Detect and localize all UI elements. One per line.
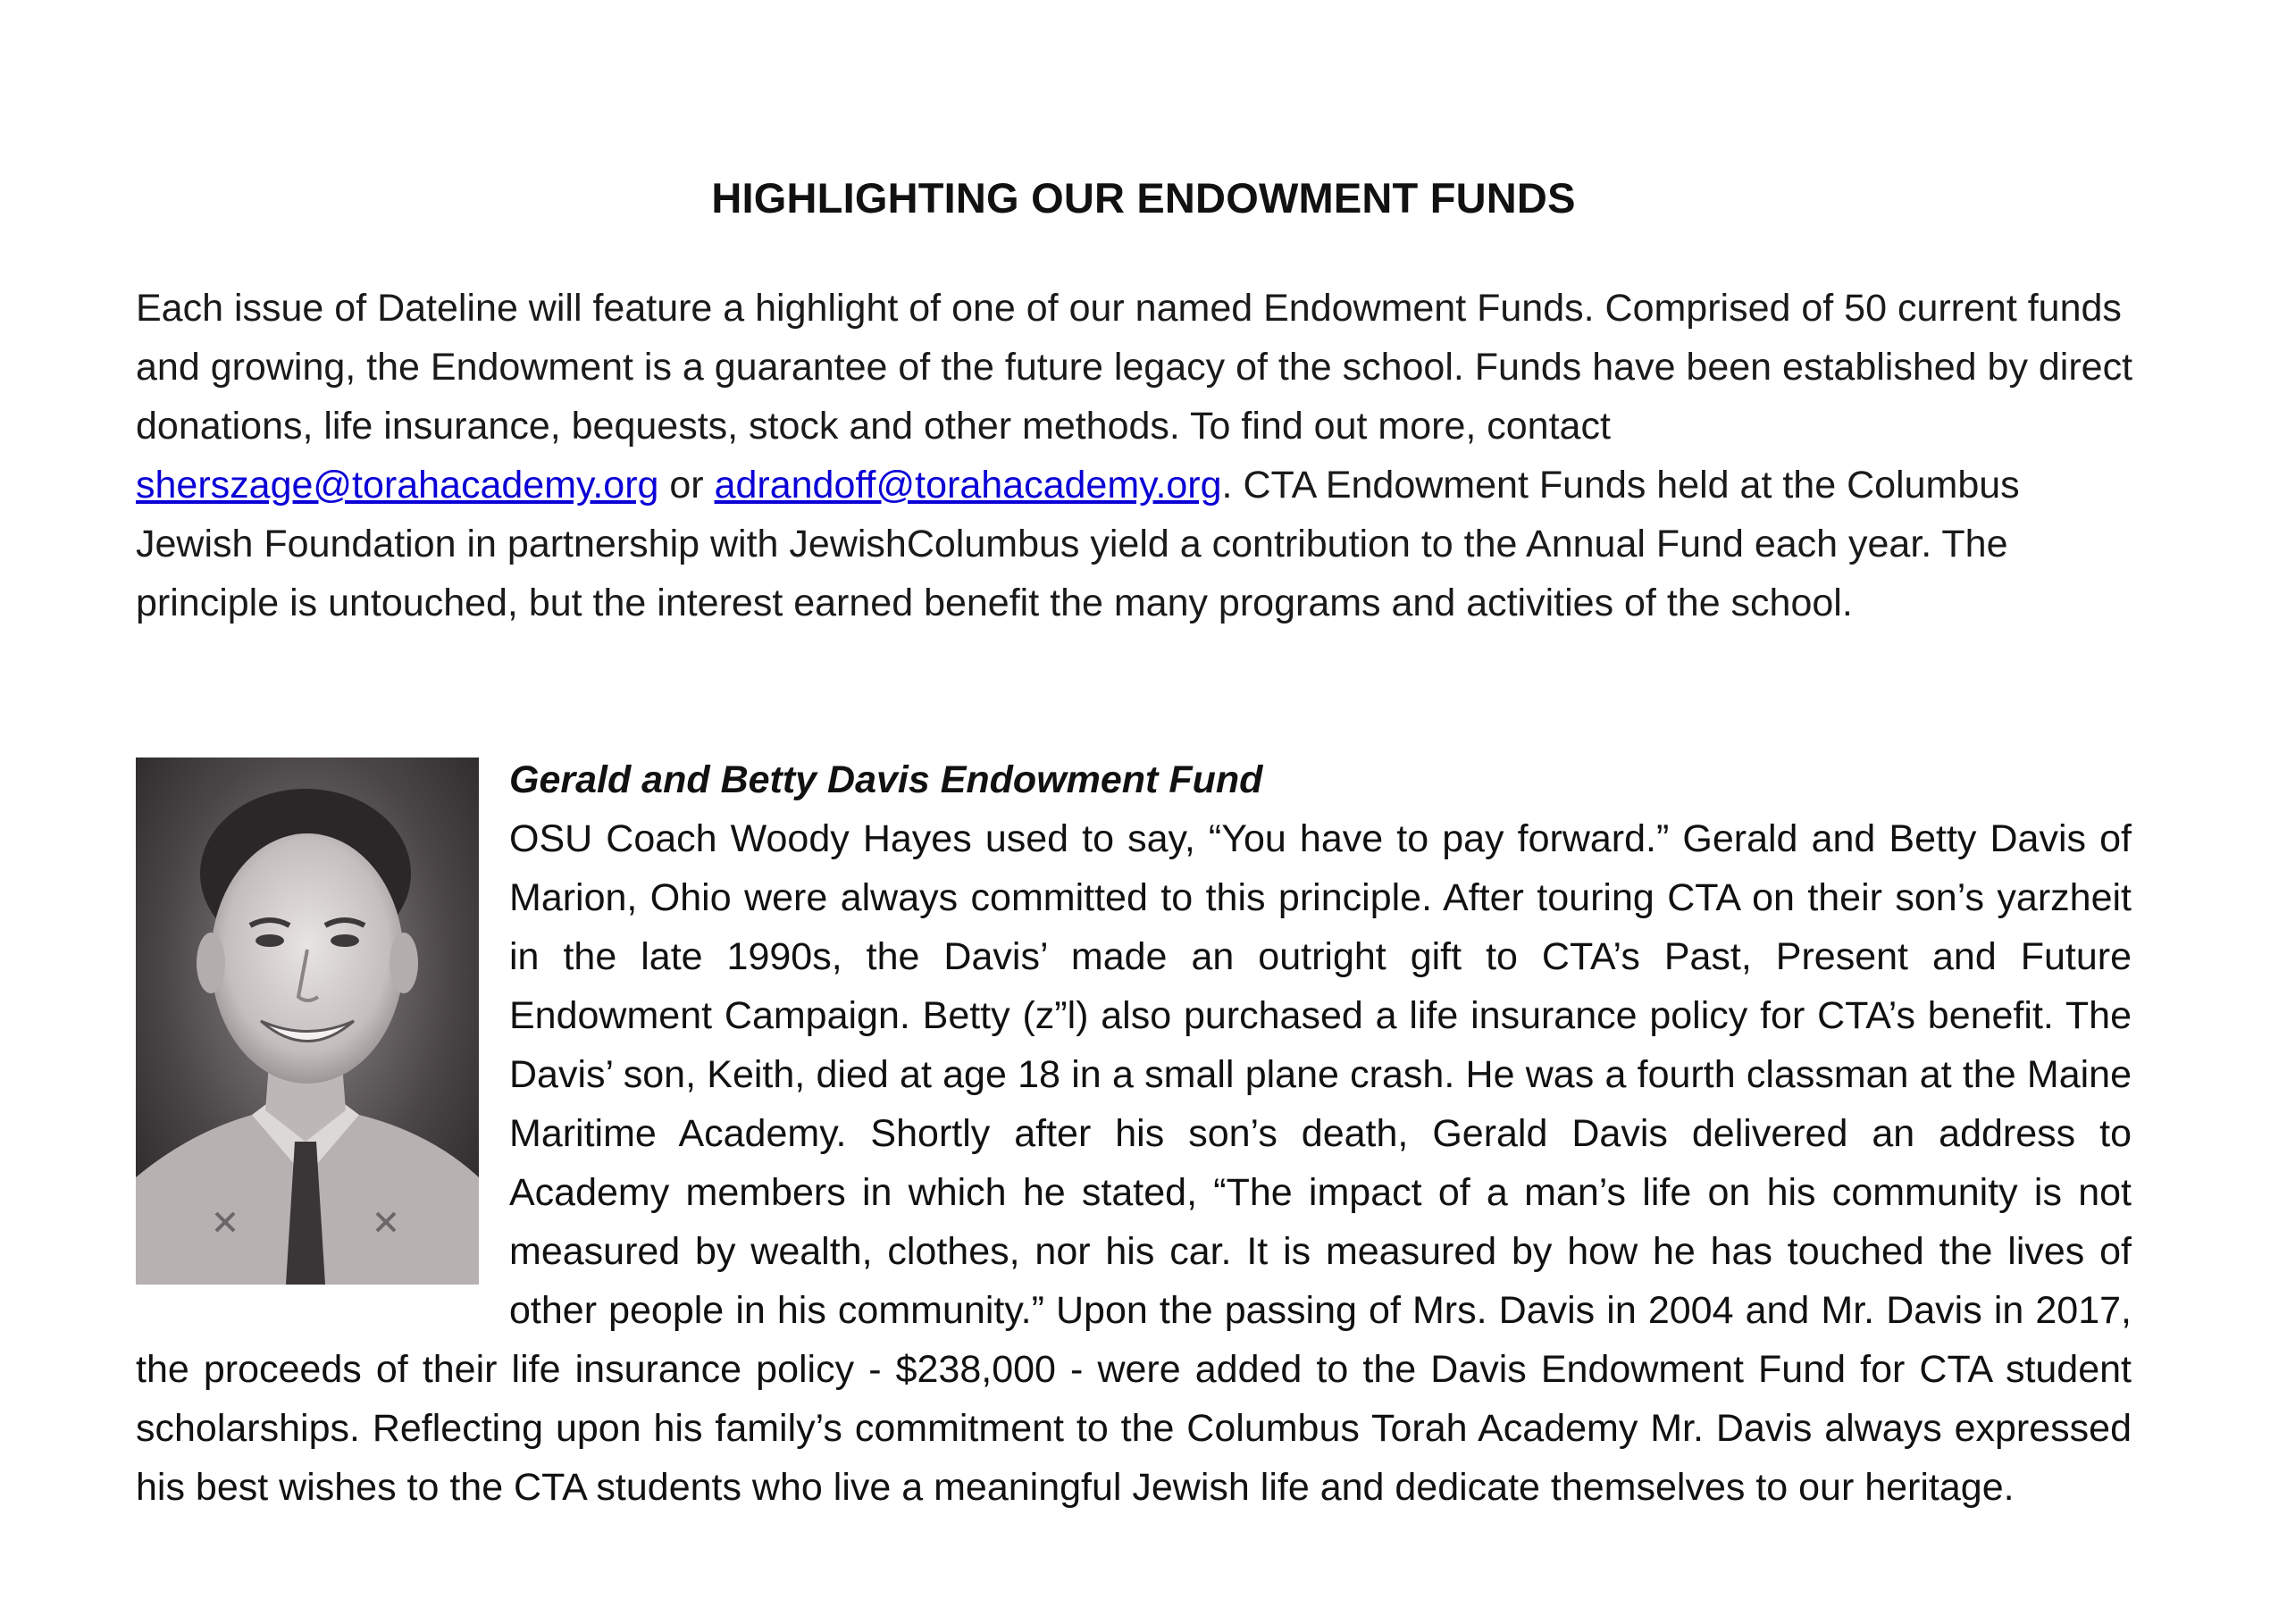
- fund-description: OSU Coach Woody Hayes used to say, “You have to pay forward.” Gerald and Betty Davis of Marion, Ohio were always committed to this principle. After touring CTA on their son’s yarzheit in the late 1990s, the Davis’ made an outright gift to CTA’s Past, Present and Future Endowment Campaign. Betty (z”l) also purchased a life insurance policy for CTA’s benefit. The Davis’ son, Keith, died at age 18 in a small plane crash. He was a fourth classman at the Maine Maritime Academy. Shortly after his son’s death, Gerald Davis delivered an address to Academy members in which he stated, “The impact of a man’s life on his community is not measured by wealth, clothes, nor his car. It is measured by how he has touched the lives of other people in his community.” Upon the passing of Mrs. Davis in 2004 and Mr. Davis in 2017, the proceeds of their life insurance policy - $238,000 - were added to the Davis Endowment Fund for CTA student scholarships. Reflecting upon his family’s commitment to the Columbus Torah Academy Mr. Davis always expressed his best wishes to the CTA students who live a meaningful Jewish life and dedicate themselves to our heritage.: [136, 817, 2132, 1509]
- fund-title: Gerald and Betty Davis Endowment Fund: [509, 758, 1263, 801]
- email-link-sherszage[interactable]: sherszage@torahacademy.org: [136, 464, 659, 506]
- intro-paragraph: [136, 279, 2137, 632]
- intro-text: [136, 279, 2137, 632]
- intro-text-part1: Each issue of Dateline will feature a highlight of one of our named Endowment Funds. Comprised of 50 current funds and growing, the Endowment is a guarantee of the future legacy of the school. Funds have been established by direct donations, life insurance, bequests, stock and other methods. To find out more, contact: [136, 287, 2133, 448]
- fund-feature: [136, 750, 2132, 1517]
- intro-text-part3: . CTA Endowment Funds held at the Columbus Jewish Foundation in partnership with JewishColumbus yield a contribution to the Annual Fund each year. The principle is untouched, but the interest earned benefit the many programs and activities of the school.: [136, 464, 2020, 624]
- portrait-illustration: [136, 758, 479, 1285]
- email-link-adrandoff[interactable]: adrandoff@torahacademy.org: [714, 464, 1222, 506]
- portrait-photo: [136, 758, 479, 1285]
- page-title: HIGHLIGHTING OUR ENDOWMENT FUNDS: [711, 174, 1576, 222]
- intro-text-part2: or: [658, 464, 715, 506]
